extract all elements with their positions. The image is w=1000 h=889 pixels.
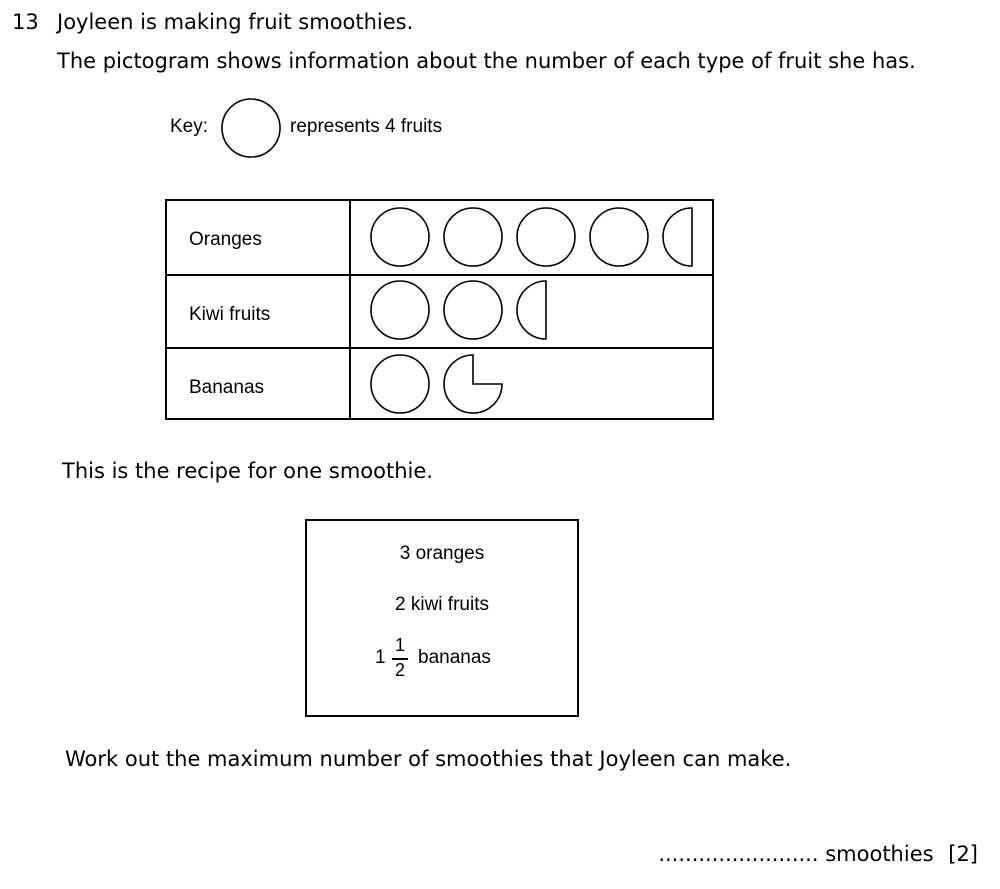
question-number: 13 bbox=[12, 10, 39, 34]
recipe-line-oranges: 3 oranges bbox=[399, 543, 485, 564]
half-circle-icon bbox=[663, 208, 692, 266]
full-circle-icon bbox=[444, 281, 502, 339]
recipe-bananas-denominator: 2 bbox=[395, 660, 406, 680]
recipe-bananas-whole: 1 bbox=[375, 647, 386, 668]
key-text: represents 4 fruits bbox=[290, 116, 443, 137]
recipe-box bbox=[305, 519, 579, 717]
key-circle-icon bbox=[220, 97, 282, 159]
full-circle-icon bbox=[590, 208, 648, 266]
three-quarter-circle-icon bbox=[444, 355, 502, 413]
answer-dots[interactable]: ........................ bbox=[658, 842, 819, 866]
full-circle-icon bbox=[371, 281, 429, 339]
recipe-bananas-numerator: 1 bbox=[395, 635, 406, 655]
pictogram-symbols bbox=[167, 201, 712, 418]
key-label: Key: bbox=[170, 116, 209, 137]
recipe-bananas-text: bananas bbox=[418, 647, 491, 668]
answer-unit: smoothies bbox=[825, 842, 934, 866]
question-stem-line-1: Joyleen is making fruit smoothies. bbox=[57, 10, 414, 34]
full-circle-icon bbox=[517, 208, 575, 266]
row-label: Oranges bbox=[189, 229, 262, 250]
row-label: Bananas bbox=[189, 377, 265, 398]
full-circle-icon bbox=[371, 208, 429, 266]
recipe-intro: This is the recipe for one smoothie. bbox=[62, 459, 433, 483]
row-label: Kiwi fruits bbox=[189, 304, 271, 325]
question-stem-line-2: The pictogram shows information about the number of each type of fruit she has. bbox=[57, 49, 916, 73]
full-circle-icon bbox=[371, 355, 429, 413]
pictogram-table bbox=[165, 199, 714, 420]
full-circle-icon bbox=[444, 208, 502, 266]
recipe-line-kiwi: 2 kiwi fruits bbox=[395, 594, 489, 615]
half-circle-icon bbox=[517, 281, 546, 339]
task-text: Work out the maximum number of smoothies that Joyleen can make. bbox=[65, 747, 792, 771]
marks: [2] bbox=[948, 842, 978, 866]
answer-line bbox=[658, 842, 978, 866]
